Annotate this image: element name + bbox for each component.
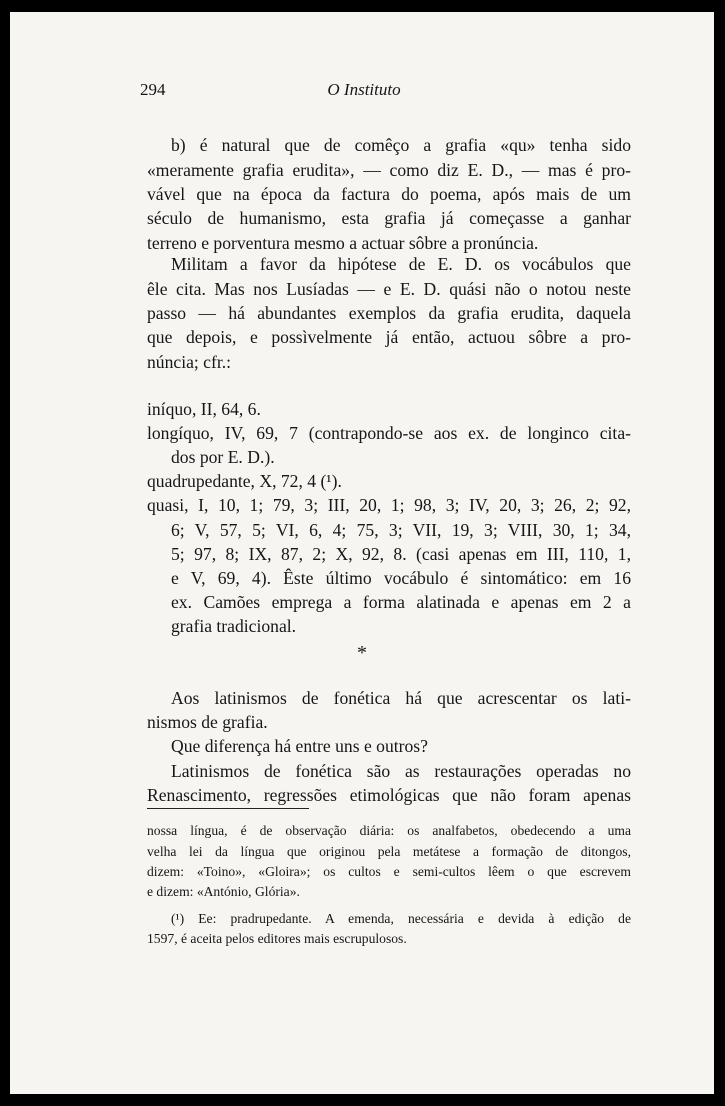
footnote-line: 1597, é aceita pelos editores mais escrupulosos. xyxy=(147,931,407,946)
footnote-rule xyxy=(147,808,309,809)
list-line: dos por E. D.). xyxy=(171,447,275,467)
running-title: O Instituto xyxy=(327,80,401,99)
footnote-line: velha lei da língua que originou pela metátese a formação de ditongos, xyxy=(147,844,631,859)
body-line: passo — há abundantes exemplos da grafia erudita, daquela xyxy=(147,303,631,323)
body-line: Renascimento, regressões etimológicas que não foram apenas xyxy=(147,785,631,805)
list-line: quadrupedante, X, 72, 4 (¹). xyxy=(147,471,342,491)
body-line: b) é natural que de comêço a grafia «qu» tenha sido xyxy=(171,135,631,155)
list-line: e V, 69, 4). Êste último vocábulo é sintomático: em 16 xyxy=(171,568,631,588)
body-line: século de humanismo, esta grafia já começasse a ganhar xyxy=(147,208,631,228)
footnote-line: (¹) Ee: pradrupedante. A emenda, necessária e devida à edição de xyxy=(171,911,631,926)
body-line: que depois, e possìvelmente já então, actuou sôbre a pro- xyxy=(147,327,631,347)
page-number: 294 xyxy=(140,80,166,99)
list-line: ex. Camões emprega a forma alatinada e apenas em 2 a xyxy=(171,592,631,612)
list-line: grafia tradicional. xyxy=(171,616,297,636)
body-line: vável que na época da factura do poema, após mais de um xyxy=(147,184,631,204)
list-line: iníquo, II, 64, 6. xyxy=(147,399,261,419)
list-line: 6; V, 57, 5; VI, 6, 4; 75, 3; VII, 19, 3; VIII, 30, 1; 34, xyxy=(171,520,631,540)
body-line: «meramente grafia erudita», — como diz E. D., — mas é pro- xyxy=(147,160,631,180)
body-line: terreno e porventura mesmo a actuar sôbre a pronúncia. xyxy=(147,233,539,253)
section-separator: * xyxy=(357,642,367,664)
body-line: Que diferença há entre uns e outros? xyxy=(171,736,428,756)
book-page xyxy=(10,12,714,1094)
list-line: 5; 97, 8; IX, 87, 2; X, 92, 8. (casi apenas em III, 110, 1, xyxy=(171,544,631,564)
body-line: Militam a favor da hipótese de E. D. os vocábulos que xyxy=(171,254,631,274)
body-line: Latinismos de fonética são as restaurações operadas no xyxy=(171,761,631,781)
footnote-line: e dizem: «António, Glória». xyxy=(147,884,300,899)
body-line: núncia; cfr.: xyxy=(147,352,232,372)
footnote-line: dizem: «Toino», «Gloira»; os cultos e semi-cultos lêem o que escrevem xyxy=(147,864,631,879)
body-line: nismos de grafia. xyxy=(147,712,268,732)
running-header xyxy=(10,80,714,104)
body-line: Aos latinismos de fonética há que acrescentar os lati- xyxy=(171,688,631,708)
footnote-line: nossa língua, é de observação diária: os analfabetos, obedecendo a uma xyxy=(147,823,631,838)
list-line: quasi, I, 10, 1; 79, 3; III, 20, 1; 98, 3; IV, 20, 3; 26, 2; 92, xyxy=(147,495,631,515)
body-line: êle cita. Mas nos Lusíadas — e E. D. quási não o notou neste xyxy=(147,279,631,299)
list-line: longíquo, IV, 69, 7 (contrapondo-se aos ex. de longinco cita- xyxy=(147,423,631,443)
